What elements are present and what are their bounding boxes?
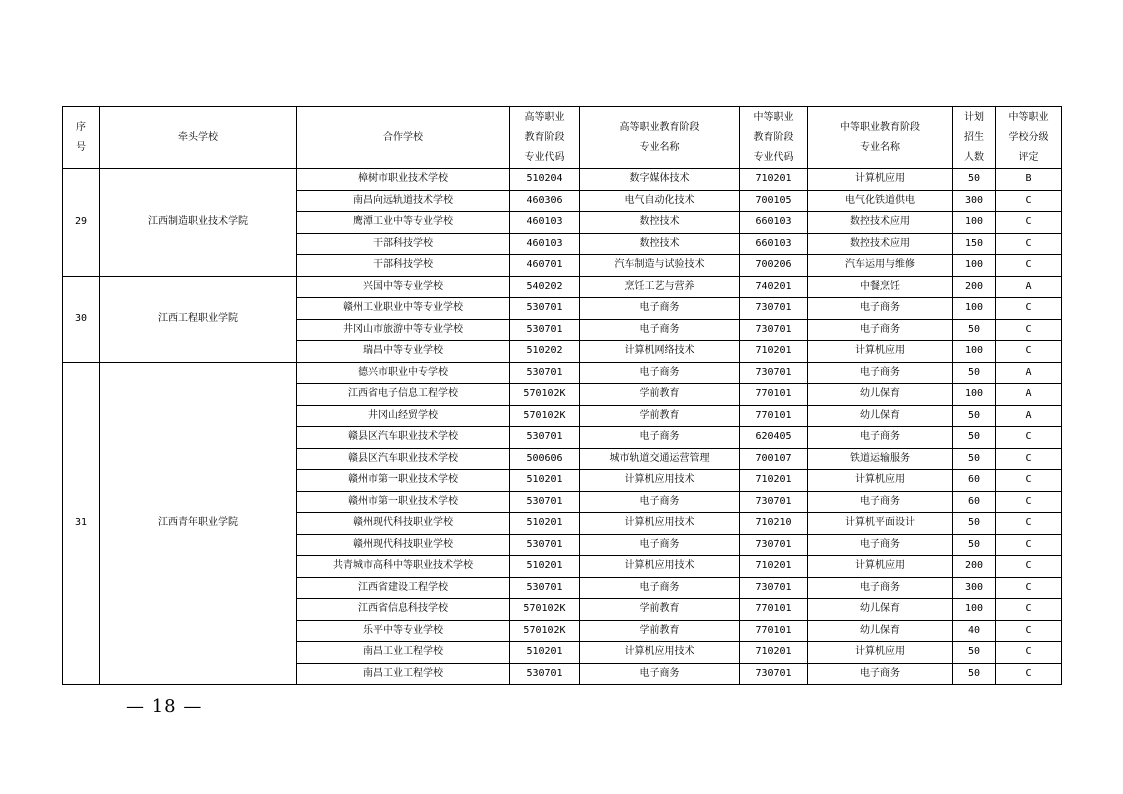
partner-school-cell: 赣州工业职业中等专业学校 bbox=[297, 298, 510, 320]
secondary-code-cell: 700105 bbox=[740, 190, 808, 212]
higher-code-cell: 530701 bbox=[510, 491, 580, 513]
higher-code-cell: 500606 bbox=[510, 448, 580, 470]
plan-count-cell: 50 bbox=[953, 663, 996, 685]
higher-major-cell: 电子商务 bbox=[580, 362, 740, 384]
school-grade-cell: C bbox=[996, 663, 1062, 685]
header-school-grade bbox=[996, 107, 1062, 169]
plan-count-cell: 50 bbox=[953, 513, 996, 535]
secondary-code-cell: 660103 bbox=[740, 212, 808, 234]
secondary-major-cell: 电子商务 bbox=[808, 491, 953, 513]
header-row bbox=[63, 107, 1062, 169]
header-partner-school bbox=[297, 107, 510, 169]
plan-count-cell: 300 bbox=[953, 577, 996, 599]
higher-major-cell: 数字媒体技术 bbox=[580, 169, 740, 191]
secondary-code-cell: 730701 bbox=[740, 663, 808, 685]
higher-code-cell: 460306 bbox=[510, 190, 580, 212]
plan-count-cell: 100 bbox=[953, 255, 996, 277]
higher-major-cell: 电子商务 bbox=[580, 491, 740, 513]
plan-count-cell: 100 bbox=[953, 341, 996, 363]
partner-school-cell: 井冈山市旅游中等专业学校 bbox=[297, 319, 510, 341]
secondary-code-cell: 770101 bbox=[740, 384, 808, 406]
partner-school-cell: 鹰潭工业中等专业学校 bbox=[297, 212, 510, 234]
secondary-major-cell: 计算机应用 bbox=[808, 642, 953, 664]
school-grade-cell: C bbox=[996, 534, 1062, 556]
group-seq-cell: 29 bbox=[63, 169, 100, 277]
school-grade-cell: C bbox=[996, 341, 1062, 363]
higher-major-cell: 数控技术 bbox=[580, 233, 740, 255]
higher-major-cell: 电子商务 bbox=[580, 427, 740, 449]
partner-school-cell: 共青城市高科中等职业技术学校 bbox=[297, 556, 510, 578]
secondary-major-cell: 幼儿保育 bbox=[808, 620, 953, 642]
school-grade-cell: C bbox=[996, 298, 1062, 320]
lead-school-cell: 江西制造职业技术学院 bbox=[100, 169, 297, 277]
partner-school-cell: 江西省信息科技学校 bbox=[297, 599, 510, 621]
header-line: 中等职业 bbox=[1008, 111, 1049, 123]
plan-count-cell: 200 bbox=[953, 276, 996, 298]
secondary-code-cell: 700107 bbox=[740, 448, 808, 470]
enrollment-table bbox=[62, 106, 1062, 685]
secondary-code-cell: 740201 bbox=[740, 276, 808, 298]
header-line: 合作学校 bbox=[383, 131, 423, 143]
school-grade-cell: A bbox=[996, 384, 1062, 406]
table-body bbox=[63, 169, 1062, 685]
partner-school-cell: 赣县区汽车职业技术学校 bbox=[297, 448, 510, 470]
header-line: 教育阶段 bbox=[753, 131, 794, 143]
header-seq bbox=[63, 107, 100, 169]
table-row bbox=[63, 169, 1062, 191]
secondary-code-cell: 770101 bbox=[740, 599, 808, 621]
school-grade-cell: C bbox=[996, 577, 1062, 599]
secondary-code-cell: 660103 bbox=[740, 233, 808, 255]
secondary-major-cell: 计算机应用 bbox=[808, 470, 953, 492]
higher-code-cell: 570102K bbox=[510, 620, 580, 642]
higher-major-cell: 汽车制造与试验技术 bbox=[580, 255, 740, 277]
page-number: — 18 — bbox=[126, 696, 203, 717]
higher-code-cell: 570102K bbox=[510, 405, 580, 427]
higher-code-cell: 540202 bbox=[510, 276, 580, 298]
header-plan-count bbox=[953, 107, 996, 169]
higher-major-cell: 数控技术 bbox=[580, 212, 740, 234]
school-grade-cell: C bbox=[996, 556, 1062, 578]
plan-count-cell: 50 bbox=[953, 405, 996, 427]
plan-count-cell: 100 bbox=[953, 384, 996, 406]
higher-code-cell: 510201 bbox=[510, 513, 580, 535]
table-row bbox=[63, 362, 1062, 384]
secondary-code-cell: 730701 bbox=[740, 298, 808, 320]
secondary-major-cell: 铁道运输服务 bbox=[808, 448, 953, 470]
lead-school-cell: 江西青年职业学院 bbox=[100, 362, 297, 685]
header-higher-major bbox=[580, 107, 740, 169]
school-grade-cell: C bbox=[996, 470, 1062, 492]
table-row bbox=[63, 276, 1062, 298]
header-line: 序 bbox=[76, 121, 86, 133]
header-line: 高等职业教育阶段 bbox=[619, 121, 700, 133]
secondary-code-cell: 770101 bbox=[740, 405, 808, 427]
school-grade-cell: C bbox=[996, 513, 1062, 535]
group-seq-cell: 31 bbox=[63, 362, 100, 685]
partner-school-cell: 乐平中等专业学校 bbox=[297, 620, 510, 642]
header-line: 专业名称 bbox=[860, 141, 900, 153]
secondary-major-cell: 电子商务 bbox=[808, 362, 953, 384]
partner-school-cell: 干部科技学校 bbox=[297, 233, 510, 255]
higher-code-cell: 570102K bbox=[510, 599, 580, 621]
plan-count-cell: 50 bbox=[953, 642, 996, 664]
header-line: 评定 bbox=[1018, 151, 1039, 163]
secondary-code-cell: 620405 bbox=[740, 427, 808, 449]
header-line: 号 bbox=[76, 141, 86, 153]
plan-count-cell: 50 bbox=[953, 427, 996, 449]
secondary-major-cell: 计算机应用 bbox=[808, 556, 953, 578]
secondary-major-cell: 电子商务 bbox=[808, 427, 953, 449]
higher-code-cell: 530701 bbox=[510, 427, 580, 449]
secondary-code-cell: 710210 bbox=[740, 513, 808, 535]
higher-major-cell: 计算机应用技术 bbox=[580, 513, 740, 535]
secondary-major-cell: 电子商务 bbox=[808, 663, 953, 685]
plan-count-cell: 300 bbox=[953, 190, 996, 212]
header-line: 人数 bbox=[964, 151, 984, 163]
higher-major-cell: 城市轨道交通运营管理 bbox=[580, 448, 740, 470]
school-grade-cell: C bbox=[996, 448, 1062, 470]
plan-count-cell: 50 bbox=[953, 534, 996, 556]
higher-major-cell: 学前教育 bbox=[580, 384, 740, 406]
school-grade-cell: C bbox=[996, 599, 1062, 621]
secondary-code-cell: 710201 bbox=[740, 642, 808, 664]
secondary-code-cell: 700206 bbox=[740, 255, 808, 277]
higher-major-cell: 电子商务 bbox=[580, 534, 740, 556]
higher-major-cell: 计算机应用技术 bbox=[580, 642, 740, 664]
partner-school-cell: 南昌工业工程学校 bbox=[297, 642, 510, 664]
higher-code-cell: 530701 bbox=[510, 298, 580, 320]
partner-school-cell: 赣州市第一职业技术学校 bbox=[297, 470, 510, 492]
school-grade-cell: C bbox=[996, 491, 1062, 513]
header-line: 中等职业教育阶段 bbox=[840, 121, 920, 133]
school-grade-cell: A bbox=[996, 405, 1062, 427]
school-grade-cell: C bbox=[996, 233, 1062, 255]
secondary-major-cell: 电子商务 bbox=[808, 577, 953, 599]
partner-school-cell: 干部科技学校 bbox=[297, 255, 510, 277]
secondary-code-cell: 730701 bbox=[740, 319, 808, 341]
secondary-major-cell: 数控技术应用 bbox=[808, 233, 953, 255]
header-line: 中等职业 bbox=[753, 111, 794, 123]
secondary-major-cell: 幼儿保育 bbox=[808, 384, 953, 406]
school-grade-cell: C bbox=[996, 190, 1062, 212]
plan-count-cell: 200 bbox=[953, 556, 996, 578]
plan-count-cell: 40 bbox=[953, 620, 996, 642]
header-higher-code bbox=[510, 107, 580, 169]
higher-major-cell: 电子商务 bbox=[580, 577, 740, 599]
plan-count-cell: 60 bbox=[953, 491, 996, 513]
plan-count-cell: 50 bbox=[953, 448, 996, 470]
lead-school-cell: 江西工程职业学院 bbox=[100, 276, 297, 362]
partner-school-cell: 江西省电子信息工程学校 bbox=[297, 384, 510, 406]
higher-code-cell: 510202 bbox=[510, 341, 580, 363]
school-grade-cell: C bbox=[996, 620, 1062, 642]
plan-count-cell: 50 bbox=[953, 169, 996, 191]
school-grade-cell: B bbox=[996, 169, 1062, 191]
higher-major-cell: 计算机应用技术 bbox=[580, 556, 740, 578]
partner-school-cell: 江西省建设工程学校 bbox=[297, 577, 510, 599]
secondary-major-cell: 数控技术应用 bbox=[808, 212, 953, 234]
higher-code-cell: 570102K bbox=[510, 384, 580, 406]
partner-school-cell: 南昌工业工程学校 bbox=[297, 663, 510, 685]
higher-code-cell: 460701 bbox=[510, 255, 580, 277]
secondary-major-cell: 计算机应用 bbox=[808, 341, 953, 363]
secondary-code-cell: 710201 bbox=[740, 470, 808, 492]
higher-code-cell: 530701 bbox=[510, 577, 580, 599]
school-grade-cell: C bbox=[996, 255, 1062, 277]
secondary-code-cell: 730701 bbox=[740, 491, 808, 513]
secondary-code-cell: 710201 bbox=[740, 169, 808, 191]
school-grade-cell: C bbox=[996, 319, 1062, 341]
higher-code-cell: 530701 bbox=[510, 534, 580, 556]
partner-school-cell: 赣州市第一职业技术学校 bbox=[297, 491, 510, 513]
header-secondary-code bbox=[740, 107, 808, 169]
higher-code-cell: 530701 bbox=[510, 319, 580, 341]
school-grade-cell: C bbox=[996, 427, 1062, 449]
secondary-code-cell: 710201 bbox=[740, 341, 808, 363]
partner-school-cell: 瑞昌中等专业学校 bbox=[297, 341, 510, 363]
secondary-code-cell: 730701 bbox=[740, 577, 808, 599]
plan-count-cell: 100 bbox=[953, 298, 996, 320]
higher-major-cell: 烹饪工艺与营养 bbox=[580, 276, 740, 298]
plan-count-cell: 60 bbox=[953, 470, 996, 492]
school-grade-cell: C bbox=[996, 642, 1062, 664]
higher-code-cell: 510201 bbox=[510, 642, 580, 664]
header-line: 牵头学校 bbox=[178, 131, 218, 143]
secondary-major-cell: 电气化铁道供电 bbox=[808, 190, 953, 212]
header-line: 学校分级 bbox=[1008, 131, 1049, 143]
secondary-major-cell: 电子商务 bbox=[808, 319, 953, 341]
secondary-code-cell: 730701 bbox=[740, 534, 808, 556]
partner-school-cell: 井冈山经贸学校 bbox=[297, 405, 510, 427]
header-line: 专业代码 bbox=[753, 151, 794, 163]
higher-code-cell: 510201 bbox=[510, 556, 580, 578]
partner-school-cell: 樟树市职业技术学校 bbox=[297, 169, 510, 191]
higher-code-cell: 510201 bbox=[510, 470, 580, 492]
school-grade-cell: C bbox=[996, 212, 1062, 234]
header-line: 专业代码 bbox=[524, 151, 565, 163]
partner-school-cell: 赣县区汽车职业技术学校 bbox=[297, 427, 510, 449]
plan-count-cell: 50 bbox=[953, 319, 996, 341]
higher-code-cell: 530701 bbox=[510, 663, 580, 685]
secondary-major-cell: 幼儿保育 bbox=[808, 405, 953, 427]
secondary-code-cell: 730701 bbox=[740, 362, 808, 384]
higher-major-cell: 电子商务 bbox=[580, 298, 740, 320]
partner-school-cell: 兴国中等专业学校 bbox=[297, 276, 510, 298]
school-grade-cell: A bbox=[996, 362, 1062, 384]
secondary-major-cell: 汽车运用与维修 bbox=[808, 255, 953, 277]
higher-major-cell: 电气自动化技术 bbox=[580, 190, 740, 212]
partner-school-cell: 赣州现代科技职业学校 bbox=[297, 513, 510, 535]
secondary-major-cell: 幼儿保育 bbox=[808, 599, 953, 621]
higher-major-cell: 电子商务 bbox=[580, 663, 740, 685]
higher-major-cell: 电子商务 bbox=[580, 319, 740, 341]
header-line: 计划 bbox=[964, 111, 984, 123]
group-seq-cell: 30 bbox=[63, 276, 100, 362]
header-line: 专业名称 bbox=[639, 141, 680, 153]
higher-code-cell: 510204 bbox=[510, 169, 580, 191]
higher-major-cell: 学前教育 bbox=[580, 405, 740, 427]
header-line: 高等职业 bbox=[524, 111, 565, 123]
higher-major-cell: 学前教育 bbox=[580, 599, 740, 621]
header-lead-school bbox=[100, 107, 297, 169]
secondary-major-cell: 计算机平面设计 bbox=[808, 513, 953, 535]
plan-count-cell: 150 bbox=[953, 233, 996, 255]
header-line: 招生 bbox=[964, 131, 984, 143]
plan-count-cell: 100 bbox=[953, 212, 996, 234]
school-grade-cell: A bbox=[996, 276, 1062, 298]
header-line: 教育阶段 bbox=[524, 131, 565, 143]
plan-count-cell: 50 bbox=[953, 362, 996, 384]
higher-major-cell: 学前教育 bbox=[580, 620, 740, 642]
secondary-major-cell: 中餐烹饪 bbox=[808, 276, 953, 298]
higher-code-cell: 460103 bbox=[510, 212, 580, 234]
higher-major-cell: 计算机应用技术 bbox=[580, 470, 740, 492]
higher-code-cell: 460103 bbox=[510, 233, 580, 255]
secondary-code-cell: 710201 bbox=[740, 556, 808, 578]
secondary-major-cell: 电子商务 bbox=[808, 298, 953, 320]
secondary-major-cell: 电子商务 bbox=[808, 534, 953, 556]
higher-code-cell: 530701 bbox=[510, 362, 580, 384]
partner-school-cell: 赣州现代科技职业学校 bbox=[297, 534, 510, 556]
plan-count-cell: 100 bbox=[953, 599, 996, 621]
secondary-major-cell: 计算机应用 bbox=[808, 169, 953, 191]
partner-school-cell: 德兴市职业中专学校 bbox=[297, 362, 510, 384]
partner-school-cell: 南昌向远轨道技术学校 bbox=[297, 190, 510, 212]
secondary-code-cell: 770101 bbox=[740, 620, 808, 642]
header-secondary-major bbox=[808, 107, 953, 169]
higher-major-cell: 计算机网络技术 bbox=[580, 341, 740, 363]
